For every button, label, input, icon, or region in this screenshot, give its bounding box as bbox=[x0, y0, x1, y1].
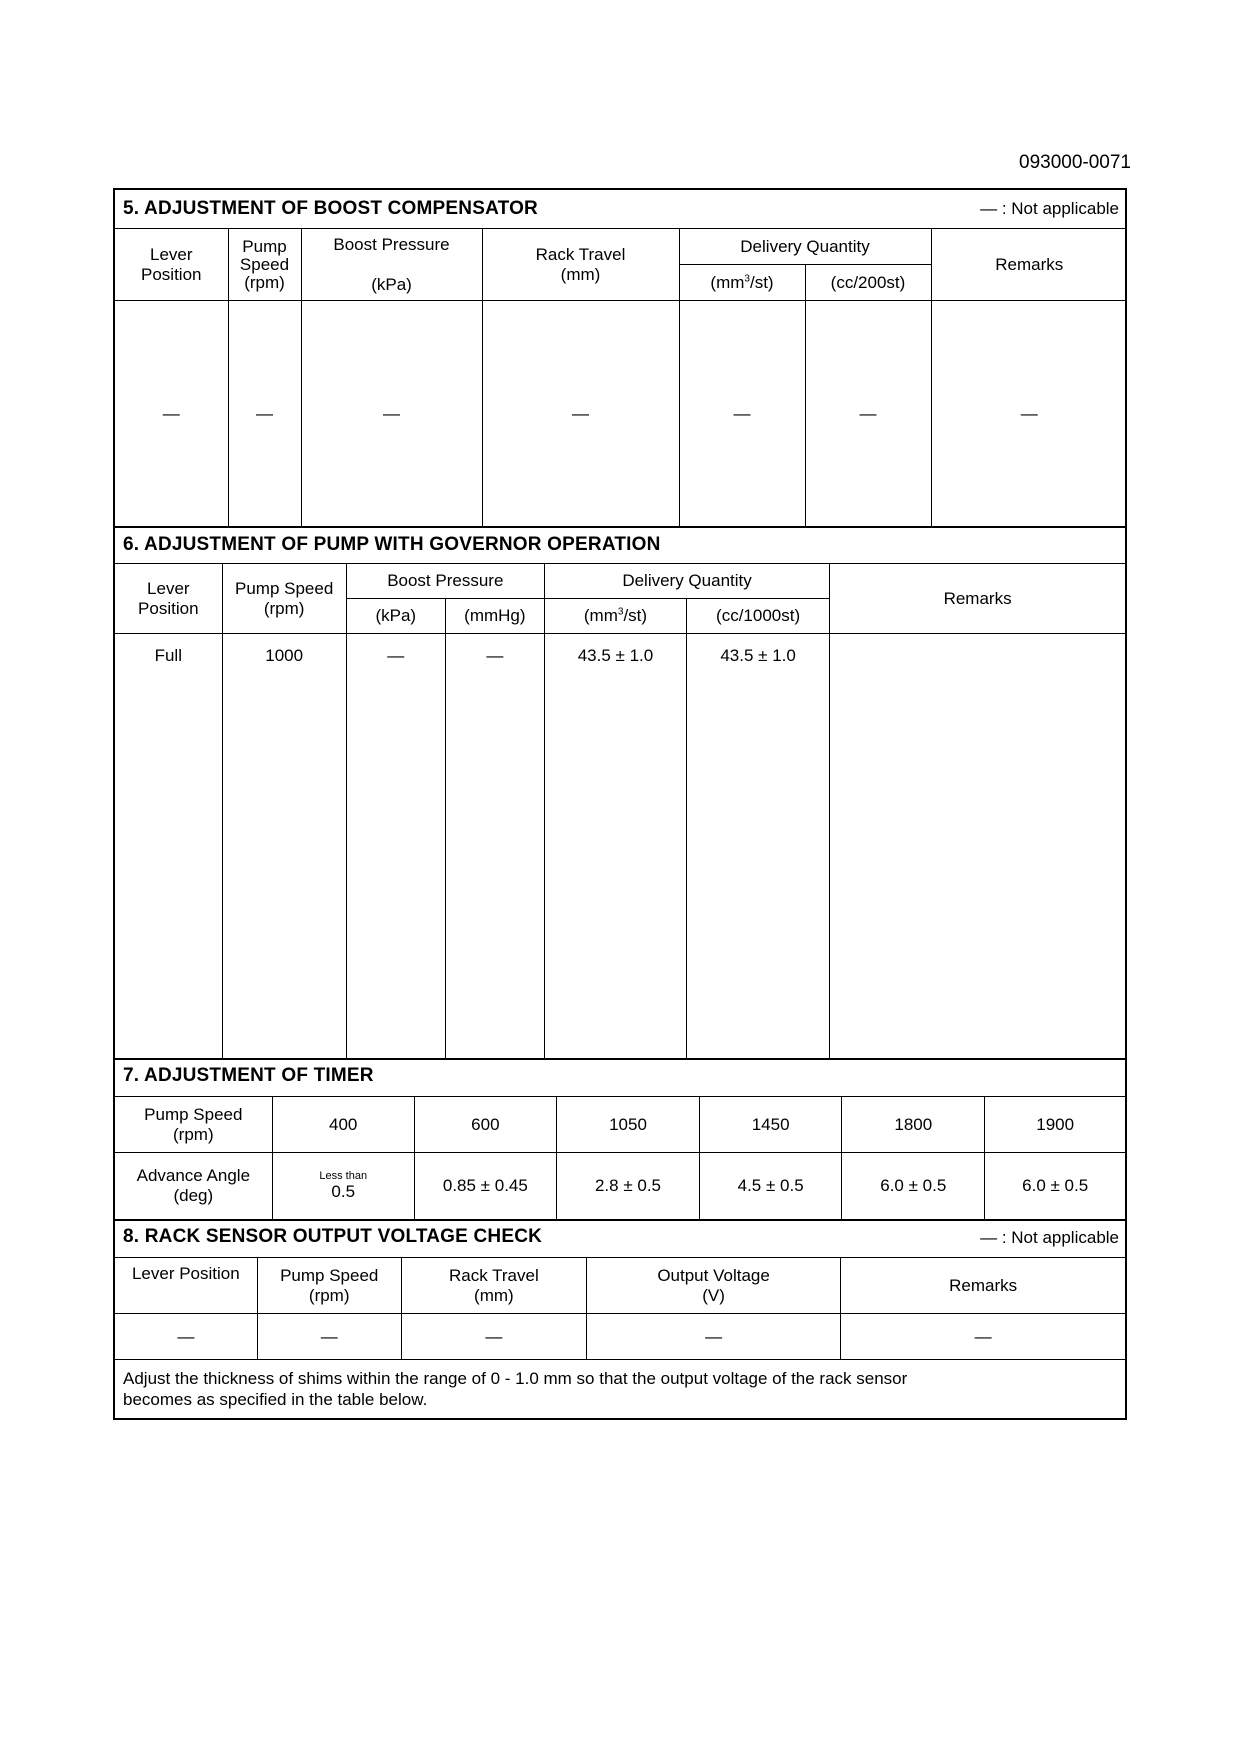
timer-table bbox=[115, 1096, 1125, 1219]
header-pump-speed: Pump Speed (rpm) bbox=[257, 1258, 401, 1314]
header-bp-mmhg: (mmHg) bbox=[445, 599, 544, 634]
section-6 bbox=[115, 526, 1125, 1058]
section-7-title: 7. ADJUSTMENT OF TIMER bbox=[123, 1065, 374, 1086]
timer-angle: 4.5 ± 0.5 bbox=[700, 1153, 842, 1220]
cell-remarks: — bbox=[841, 1314, 1125, 1360]
cell-dq-cc-1000st: 43.5 ± 1.0 bbox=[687, 634, 830, 1059]
cell-lever-position: — bbox=[115, 1314, 257, 1360]
cell-remarks bbox=[830, 634, 1125, 1059]
less-than-label: Less than bbox=[319, 1169, 368, 1182]
cell-bp-kpa: — bbox=[346, 634, 445, 1059]
header-lever-position: Lever Position bbox=[115, 229, 228, 301]
label-advance-angle: Advance Angle (deg) bbox=[115, 1153, 272, 1220]
boost-compensator-table bbox=[115, 228, 1127, 526]
cell-pump-speed: — bbox=[228, 301, 301, 527]
timer-speed: 400 bbox=[272, 1097, 414, 1153]
timer-speed: 1800 bbox=[842, 1097, 985, 1153]
section-8-footnote: Adjust the thickness of shims within the range of 0 - 1.0 mm so that the output voltage of the rack sensor becomes as specified in the table below. bbox=[115, 1360, 1125, 1419]
timer-angle: 6.0 ± 0.5 bbox=[985, 1153, 1125, 1220]
cell-boost-pressure: — bbox=[301, 301, 482, 527]
header-dq-cc-1000st: (cc/1000st) bbox=[687, 599, 830, 634]
form-frame bbox=[113, 188, 1127, 1420]
cell-output-voltage: — bbox=[586, 1314, 840, 1360]
cell-pump-speed: — bbox=[257, 1314, 401, 1360]
header-lever-position: Lever Position bbox=[115, 564, 222, 634]
header-boost-pressure: Boost Pressure bbox=[346, 564, 544, 599]
timer-angle: 2.8 ± 0.5 bbox=[556, 1153, 699, 1220]
header-remarks: Remarks bbox=[830, 564, 1125, 634]
section-8-note: — : Not applicable bbox=[980, 1228, 1119, 1247]
header-pump-speed: Pump Speed (rpm) bbox=[228, 229, 301, 301]
cell-rack-travel: — bbox=[482, 301, 679, 527]
section-8 bbox=[115, 1219, 1125, 1418]
section-6-title: 6. ADJUSTMENT OF PUMP WITH GOVERNOR OPERATION bbox=[123, 534, 661, 555]
section-8-title: 8. RACK SENSOR OUTPUT VOLTAGE CHECK bbox=[123, 1226, 543, 1247]
cell-lever-position: Full bbox=[115, 634, 222, 1059]
header-dq-mm3-st: $(mm^3/st)$ bbox=[544, 599, 686, 634]
cell-dq-mm3-st: 43.5 ± 1.0 bbox=[544, 634, 686, 1059]
timer-speed: 1900 bbox=[985, 1097, 1125, 1153]
label-pump-speed: Pump Speed (rpm) bbox=[115, 1097, 272, 1153]
header-bp-kpa: (kPa) bbox=[346, 599, 445, 634]
header-remarks: Remarks bbox=[931, 229, 1127, 301]
header-remarks: Remarks bbox=[841, 1258, 1125, 1314]
cell-pump-speed: 1000 bbox=[222, 634, 346, 1059]
header-lever-position: Lever Position bbox=[115, 1258, 257, 1314]
cell-lever-position: — bbox=[115, 301, 228, 527]
cell-dq-cc-200st: — bbox=[805, 301, 931, 527]
section-5-title: 5. ADJUSTMENT OF BOOST COMPENSATOR bbox=[123, 198, 538, 219]
governor-operation-table bbox=[115, 563, 1125, 1058]
header-delivery-quantity: Delivery Quantity bbox=[544, 564, 829, 599]
header-output-voltage: Output Voltage (V) bbox=[586, 1258, 840, 1314]
header-dq-mm3-st: $(mm^3/st)$ bbox=[679, 265, 805, 301]
document-number: 093000-0071 bbox=[1019, 152, 1131, 173]
header-rack-travel: Rack Travel (mm) bbox=[482, 229, 679, 301]
timer-speed: 1450 bbox=[700, 1097, 842, 1153]
cell-dq-mm3-st: — bbox=[679, 301, 805, 527]
header-boost-pressure: Boost Pressure (kPa) bbox=[301, 229, 482, 301]
timer-speed: 1050 bbox=[556, 1097, 699, 1153]
cell-bp-mmhg: — bbox=[445, 634, 544, 1059]
section-7 bbox=[115, 1058, 1125, 1219]
header-rack-travel: Rack Travel (mm) bbox=[401, 1258, 586, 1314]
rack-sensor-table bbox=[115, 1257, 1125, 1418]
timer-angle-first bbox=[272, 1153, 414, 1220]
header-delivery-quantity: Delivery Quantity bbox=[679, 229, 931, 265]
timer-speed: 600 bbox=[414, 1097, 556, 1153]
section-5-note: — : Not applicable bbox=[980, 199, 1119, 218]
timer-angle: 6.0 ± 0.5 bbox=[842, 1153, 985, 1220]
angle-value: 0.5 bbox=[331, 1181, 356, 1201]
timer-angle: 0.85 ± 0.45 bbox=[414, 1153, 556, 1220]
cell-remarks: — bbox=[931, 301, 1127, 527]
cell-rack-travel: — bbox=[401, 1314, 586, 1360]
header-dq-cc-200st: (cc/200st) bbox=[805, 265, 931, 301]
header-pump-speed: Pump Speed (rpm) bbox=[222, 564, 346, 634]
section-5 bbox=[115, 190, 1125, 526]
